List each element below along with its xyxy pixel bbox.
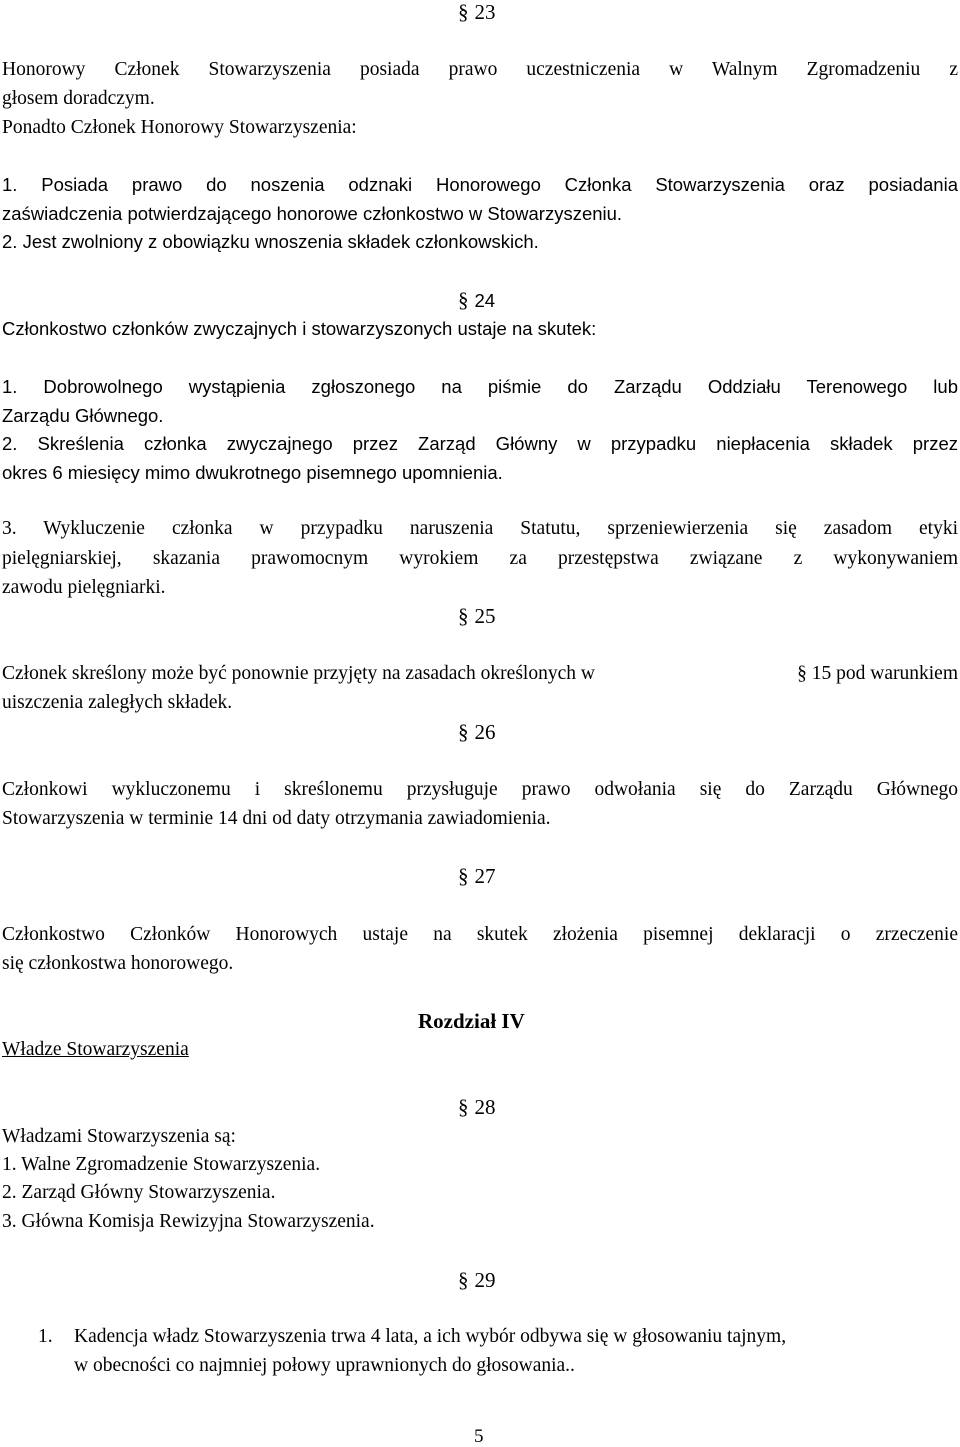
p29-item-number: 1. <box>38 1326 53 1347</box>
section-23-heading <box>458 0 496 24</box>
p23-line3: Ponadto Członek Honorowy Stowarzyszenia: <box>2 117 357 138</box>
section-29-heading <box>458 1268 496 1292</box>
p23-line2: głosem doradczym. <box>2 88 155 109</box>
section-number: 28 <box>474 1095 496 1119</box>
p26-line2: Stowarzyszenia w terminie 14 dni od daty otrzymania zawiadomienia. <box>2 808 551 829</box>
section-symbol: § <box>458 604 469 628</box>
section-symbol: § <box>458 0 469 24</box>
section-symbol: § <box>458 864 469 888</box>
section-27-heading <box>458 864 496 888</box>
p25-line1-ref <box>797 663 958 685</box>
section-symbol: § <box>458 720 469 744</box>
section-symbol: § <box>458 1268 469 1292</box>
section-symbol: § <box>458 1095 469 1119</box>
p24-item3-line3: zawodu pielęgniarki. <box>2 577 166 598</box>
p24-intro: Członkostwo członków zwyczajnych i stowarzyszonych ustaje na skutek: <box>2 318 597 339</box>
p24-item2-line1: 2. Skreślenia członka zwyczajnego przez Zarząd Główny w przypadku niepłacenia składek przez <box>2 433 958 454</box>
p27-line2: się członkostwa honorowego. <box>2 953 234 974</box>
section-number: 26 <box>474 720 496 744</box>
p25-line1-text: Członek skreślony może być ponownie przyjęty na zasadach określonych w <box>2 663 595 684</box>
section-number: 24 <box>474 290 496 311</box>
p23-item2: 2. Jest zwolniony z obowiązku wnoszenia składek członkowskich. <box>2 231 539 252</box>
p24-item1-line2: Zarządu Głównego. <box>2 405 164 426</box>
p25-line2: uiszczenia zaległych składek. <box>2 692 233 713</box>
p27-line1: Członkostwo Członków Honorowych ustaje na skutek złożenia pisemnej deklaracji o zrzeczenie <box>2 924 958 945</box>
p28-item3: 3. Główna Komisja Rewizyjna Stowarzyszenia. <box>2 1211 375 1232</box>
p24-item3-line1: 3. Wykluczenie członka w przypadku naruszenia Statutu, sprzeniewierzenia się zasadom etyki <box>2 518 958 539</box>
section-number: 25 <box>474 604 496 628</box>
p23-item1-line1: 1. Posiada prawo do noszenia odznaki Honorowego Członka Stowarzyszenia oraz posiadania <box>2 174 958 195</box>
p28-item2: 2. Zarząd Główny Stowarzyszenia. <box>2 1182 276 1203</box>
p25-line1-ref-text: 15 pod warunkiem <box>811 663 958 684</box>
p24-item1-line1: 1. Dobrowolnego wystąpienia zgłoszonego na piśmie do Zarządu Oddziału Terenowego lub <box>2 376 958 397</box>
p23-line1: Honorowy Członek Stowarzyszenia posiada prawo uczestniczenia w Walnym Zgromadzeniu z <box>2 59 958 80</box>
section-symbol: § <box>458 288 469 312</box>
section-28-heading <box>458 1095 496 1119</box>
section-26-heading <box>458 720 496 744</box>
p23-item1-line2: zaświadczenia potwierdzającego honorowe członkostwo w Stowarzyszeniu. <box>2 203 623 224</box>
chapter-subtitle: Władze Stowarzyszenia <box>2 1039 189 1060</box>
p29-line1: Kadencja władz Stowarzyszenia trwa 4 lata, a ich wybór odbywa się w głosowaniu tajnym, <box>74 1326 787 1347</box>
p28-intro: Władzami Stowarzyszenia są: <box>2 1126 236 1147</box>
section-24-heading <box>458 288 495 313</box>
p28-item1: 1. Walne Zgromadzenie Stowarzyszenia. <box>2 1154 321 1175</box>
section-number: 27 <box>474 864 496 888</box>
section-symbol: § <box>797 663 807 684</box>
p26-line1: Członkowi wykluczonemu i skreślonemu przysługuje prawo odwołania się do Zarządu Głównego <box>2 779 958 800</box>
p24-item2-line2: okres 6 miesięcy mimo dwukrotnego pisemnego upomnienia. <box>2 462 503 483</box>
section-number: 23 <box>474 0 496 24</box>
p25-line1 <box>2 663 958 685</box>
p24-item3-line2: pielęgniarskiej, skazania prawomocnym wyrokiem za przestępstwa związane z wykonywaniem <box>2 548 958 569</box>
chapter-title: Rozdział IV <box>418 1009 525 1033</box>
page-number: 5 <box>474 1426 484 1447</box>
section-number: 29 <box>474 1268 496 1292</box>
section-25-heading <box>458 604 496 628</box>
p29-line2: w obecności co najmniej połowy uprawnionych do głosowania.. <box>74 1355 575 1376</box>
